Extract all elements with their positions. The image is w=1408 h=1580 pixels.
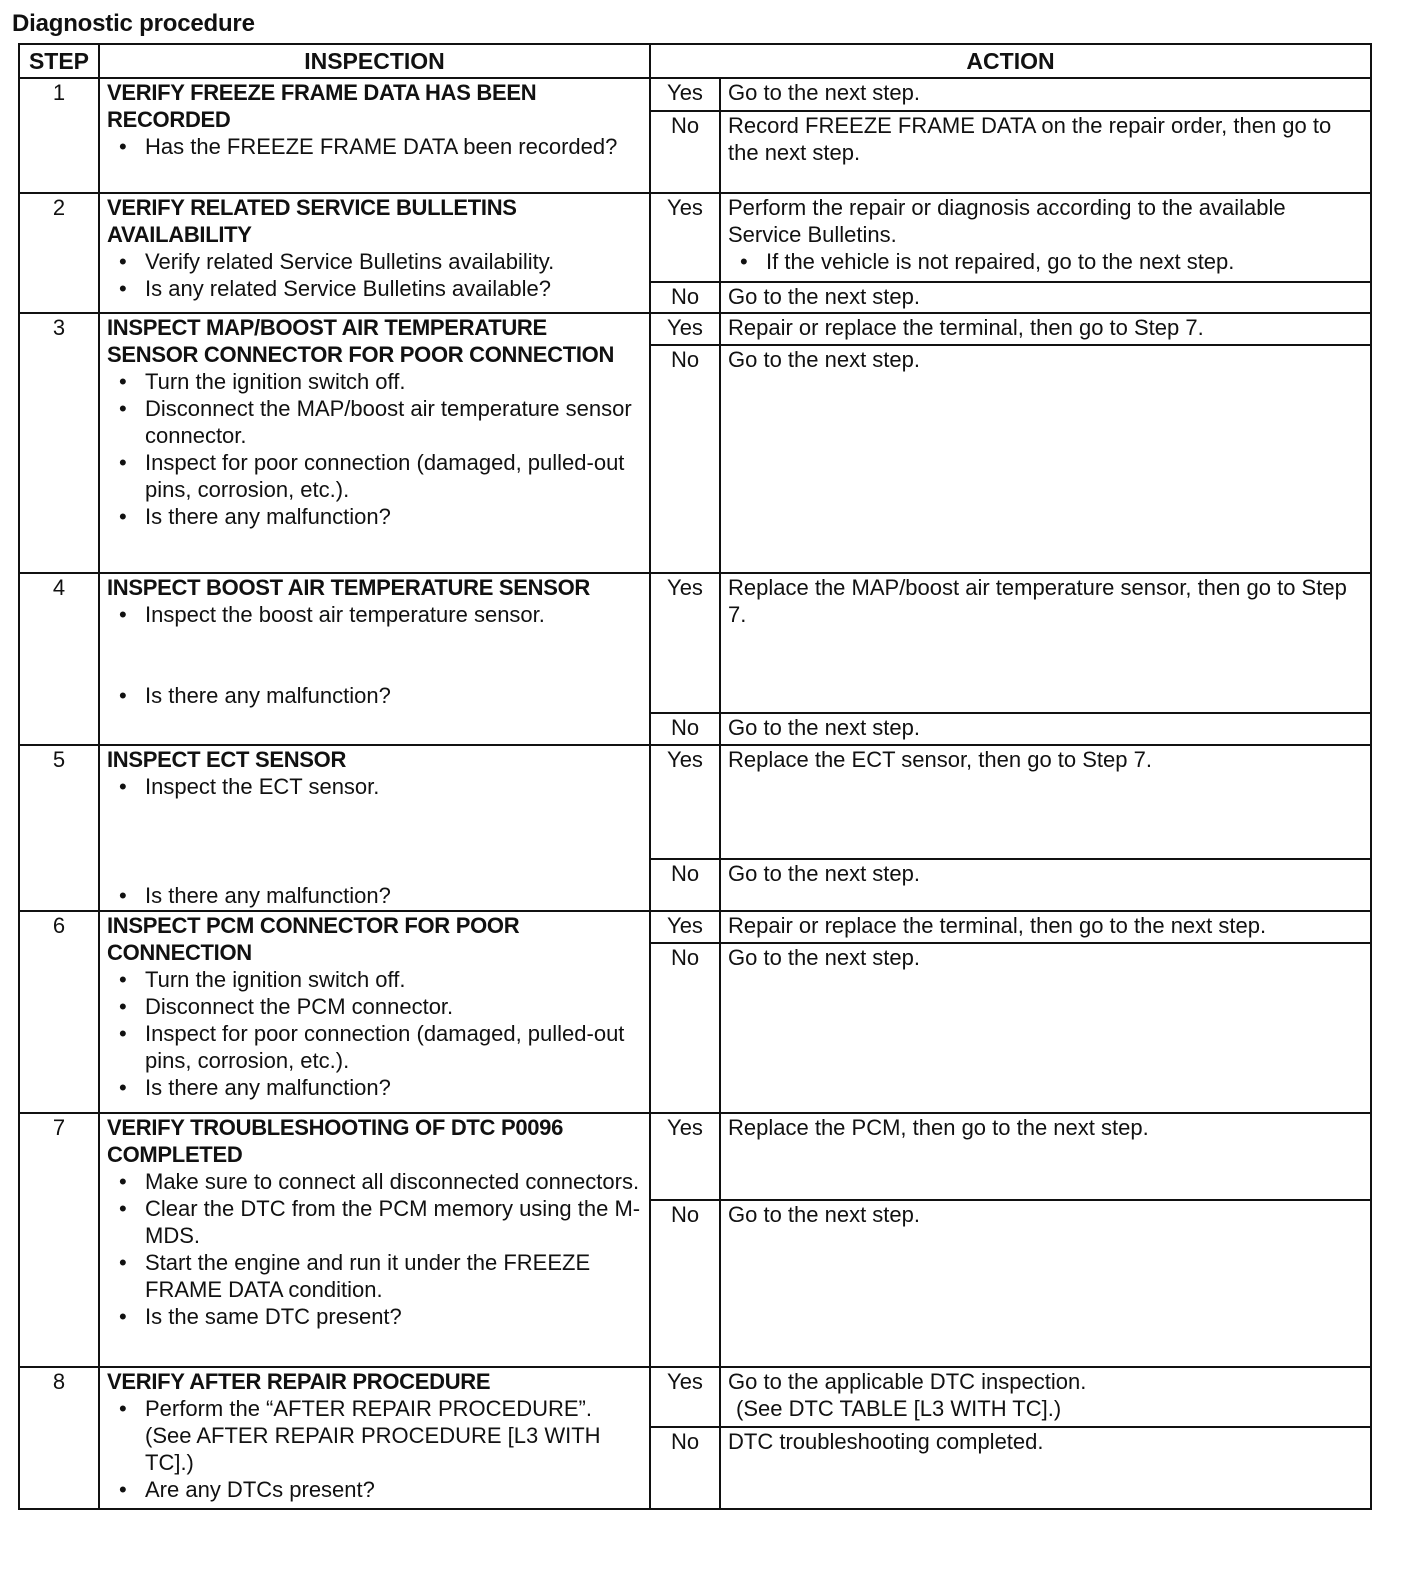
no-label: No — [650, 282, 720, 313]
yes-label: Yes — [650, 573, 720, 713]
yes-action-reference: (See DTC TABLE [L3 WITH TC].) — [736, 1396, 1062, 1421]
inspection-bullet: • Inspect the ECT sensor. — [107, 773, 642, 800]
inspection-bullet: • Verify related Service Bulletins availability. — [107, 248, 642, 275]
inspection-bullet: • Is there any malfunction? — [107, 682, 642, 709]
table-row — [19, 1113, 1371, 1200]
yes-label: Yes — [650, 313, 720, 345]
inspection-title: INSPECT PCM CONNECTOR FOR POOR CONNECTION — [107, 913, 520, 965]
yes-label: Yes — [650, 911, 720, 943]
yes-action: Repair or replace the terminal, then go to the next step. — [720, 911, 1371, 943]
step-number: 8 — [19, 1367, 99, 1509]
page-title: Diagnostic procedure — [12, 10, 255, 37]
inspection-bullet: • Is there any malfunction? — [107, 1074, 642, 1101]
no-action: Go to the next step. — [720, 943, 1371, 1113]
no-label: No — [650, 111, 720, 193]
no-label: No — [650, 943, 720, 1113]
inspection-bullet: • Disconnect the PCM connector. — [107, 993, 642, 1020]
table-row — [19, 745, 1371, 859]
inspection-bullet: • Is there any malfunction? — [107, 503, 642, 530]
yes-action: Replace the PCM, then go to the next step. — [720, 1113, 1371, 1200]
yes-action: Perform the repair or diagnosis according to the available Service Bulletins. — [728, 195, 1286, 247]
no-action: Go to the next step. — [720, 713, 1371, 745]
inspection-bullet: • Turn the ignition switch off. — [107, 966, 642, 993]
inspection-cell — [99, 745, 650, 911]
table-header-row — [19, 44, 1371, 78]
step-number: 6 — [19, 911, 99, 1113]
no-action: Record FREEZE FRAME DATA on the repair order, then go to the next step. — [720, 111, 1371, 193]
inspection-bullet: • Is any related Service Bulletins available? — [107, 275, 642, 302]
table-row — [19, 313, 1371, 345]
inspection-bullet: • Inspect the boost air temperature sensor. — [107, 601, 642, 628]
header-action: ACTION — [650, 44, 1371, 78]
inspection-title: INSPECT MAP/BOOST AIR TEMPERATURE SENSOR CONNECTOR FOR POOR CONNECTION — [107, 315, 615, 367]
step-number: 5 — [19, 745, 99, 911]
inspection-bullet: • Make sure to connect all disconnected connectors. — [107, 1168, 642, 1195]
no-action: Go to the next step. — [720, 282, 1371, 313]
table-row — [19, 1367, 1371, 1427]
header-step: STEP — [19, 44, 99, 78]
inspection-bullet: • Turn the ignition switch off. — [107, 368, 642, 395]
yes-label: Yes — [650, 193, 720, 282]
table-row — [19, 78, 1371, 111]
inspection-cell — [99, 1367, 650, 1509]
inspection-bullet: • Disconnect the MAP/boost air temperature sensor connector. — [107, 395, 642, 449]
inspection-cell — [99, 911, 650, 1113]
inspection-cell — [99, 1113, 650, 1367]
no-label: No — [650, 345, 720, 573]
yes-label: Yes — [650, 78, 720, 111]
header-inspection: INSPECTION — [99, 44, 650, 78]
inspection-title: INSPECT BOOST AIR TEMPERATURE SENSOR — [107, 575, 591, 600]
inspection-bullet: • Start the engine and run it under the FREEZE FRAME DATA condition. — [107, 1249, 642, 1303]
inspection-title: VERIFY FREEZE FRAME DATA HAS BEEN RECORDED — [107, 80, 537, 132]
no-label: No — [650, 859, 720, 911]
yes-action: Go to the next step. — [720, 78, 1371, 111]
table-row — [19, 193, 1371, 282]
table-row — [19, 911, 1371, 943]
no-action: Go to the next step. — [720, 1200, 1371, 1367]
step-number: 2 — [19, 193, 99, 313]
yes-action: Replace the MAP/boost air temperature sensor, then go to Step 7. — [720, 573, 1371, 713]
inspection-bullet: • Has the FREEZE FRAME DATA been recorded? — [107, 133, 642, 160]
yes-label: Yes — [650, 745, 720, 859]
inspection-title: VERIFY AFTER REPAIR PROCEDURE — [107, 1369, 491, 1394]
yes-action: Repair or replace the terminal, then go to Step 7. — [720, 313, 1371, 345]
yes-action: Go to the applicable DTC inspection. — [728, 1369, 1087, 1394]
inspection-bullet: • Inspect for poor connection (damaged, pulled-out pins, corrosion, etc.). — [107, 449, 642, 503]
step-number: 4 — [19, 573, 99, 745]
no-action: Go to the next step. — [720, 859, 1371, 911]
no-action: Go to the next step. — [720, 345, 1371, 573]
no-action: DTC troubleshooting completed. — [720, 1427, 1371, 1509]
inspection-title: VERIFY TROUBLESHOOTING OF DTC P0096 COMPLETED — [107, 1115, 564, 1167]
inspection-cell — [99, 313, 650, 573]
no-label: No — [650, 713, 720, 745]
no-label: No — [650, 1427, 720, 1509]
inspection-bullet: • Perform the “AFTER REPAIR PROCEDURE”. (See AFTER REPAIR PROCEDURE [L3 WITH TC].) — [107, 1395, 642, 1476]
yes-action: Replace the ECT sensor, then go to Step 7. — [720, 745, 1371, 859]
step-number: 7 — [19, 1113, 99, 1367]
inspection-bullet: • Clear the DTC from the PCM memory using the M-MDS. — [107, 1195, 642, 1249]
yes-label: Yes — [650, 1367, 720, 1427]
action-bullet: • If the vehicle is not repaired, go to the next step. — [728, 248, 1363, 275]
yes-action-cell — [720, 1367, 1371, 1427]
inspection-cell — [99, 193, 650, 313]
no-label: No — [650, 1200, 720, 1367]
inspection-title: INSPECT ECT SENSOR — [107, 747, 347, 772]
inspection-bullet: • Are any DTCs present? — [107, 1476, 642, 1503]
step-number: 3 — [19, 313, 99, 573]
inspection-bullet: • Is there any malfunction? — [107, 882, 642, 909]
inspection-title: VERIFY RELATED SERVICE BULLETINS AVAILABILITY — [107, 195, 517, 247]
step-number: 1 — [19, 78, 99, 193]
inspection-cell — [99, 573, 650, 745]
inspection-bullet: • Inspect for poor connection (damaged, pulled-out pins, corrosion, etc.). — [107, 1020, 642, 1074]
diagnostic-procedure-table — [18, 43, 1372, 1510]
yes-label: Yes — [650, 1113, 720, 1200]
yes-action-cell — [720, 193, 1371, 282]
table-row — [19, 573, 1371, 713]
inspection-cell — [99, 78, 650, 193]
inspection-bullet: • Is the same DTC present? — [107, 1303, 642, 1330]
